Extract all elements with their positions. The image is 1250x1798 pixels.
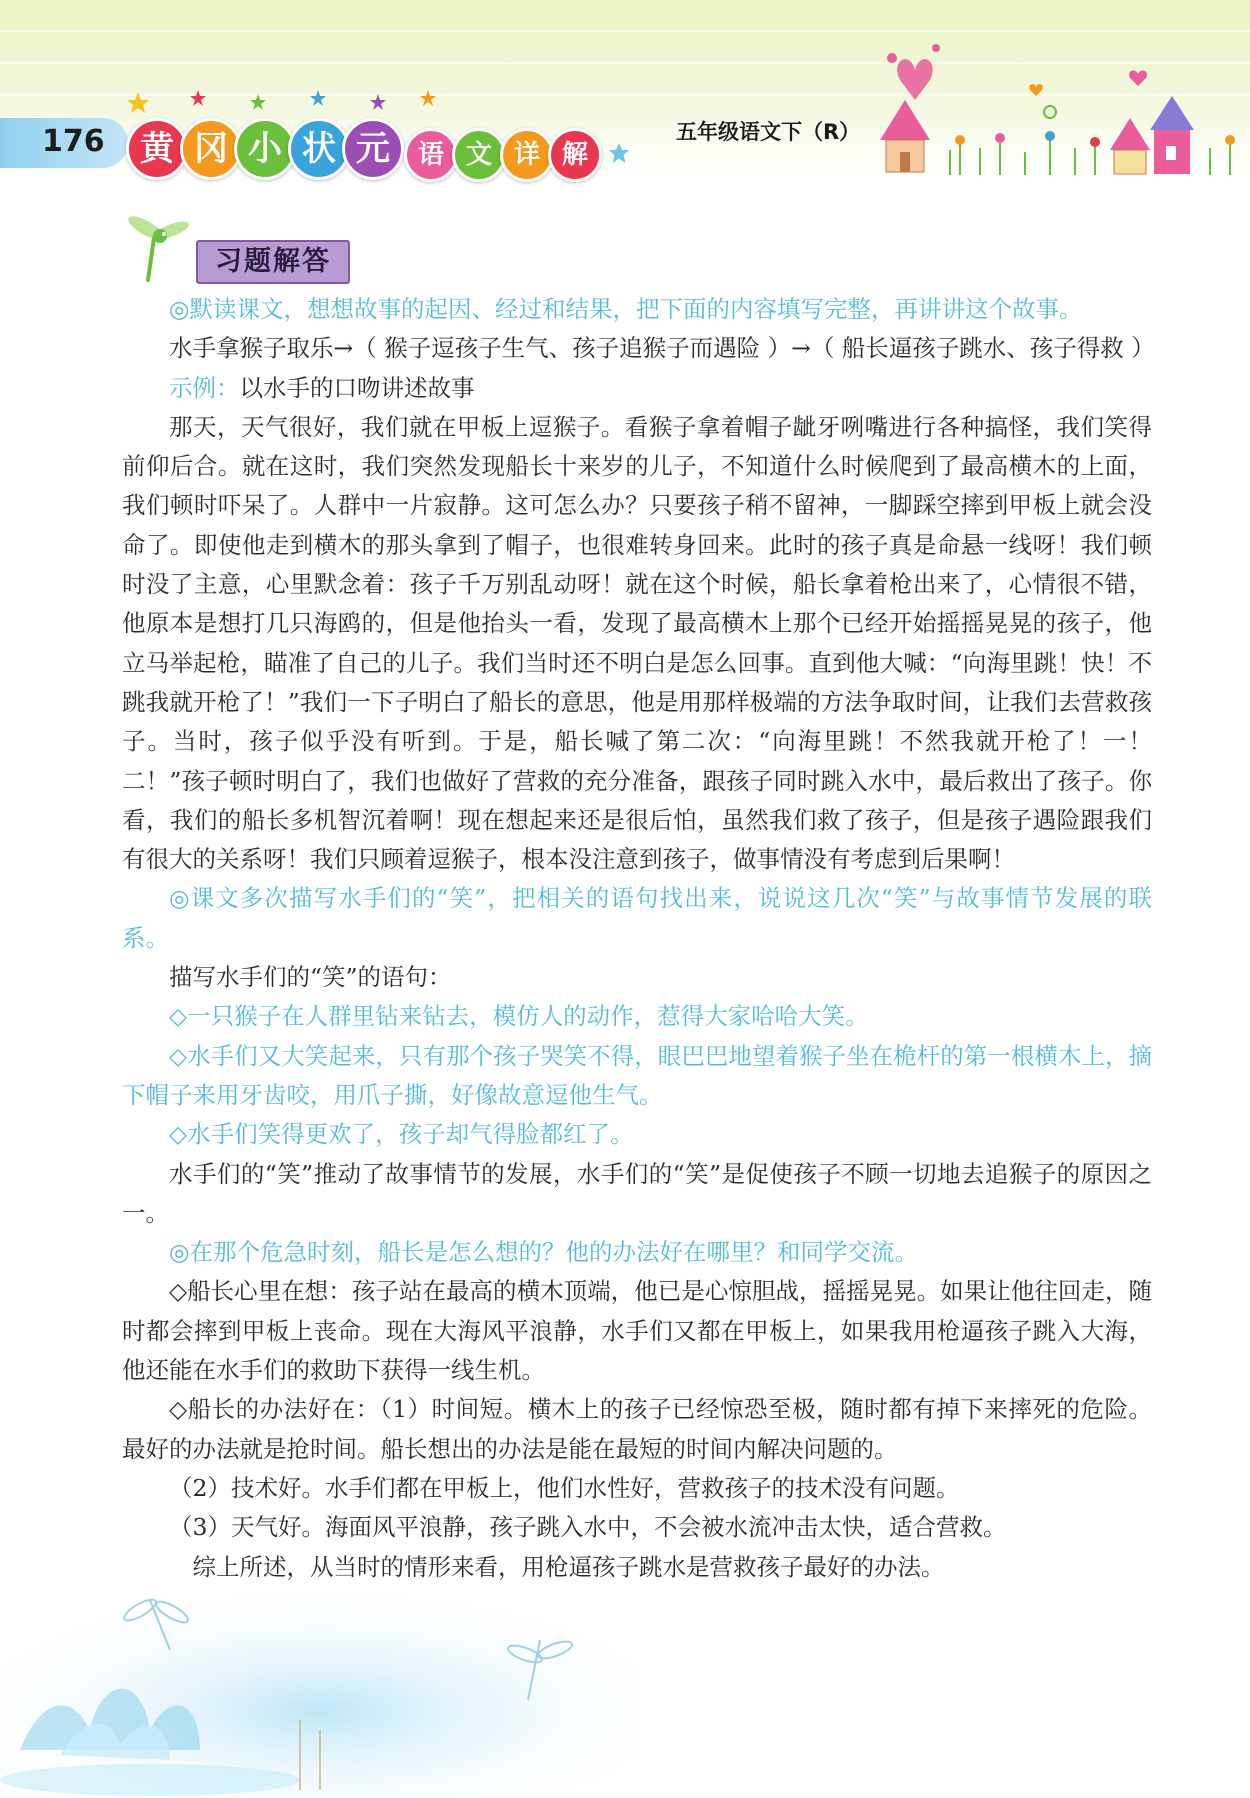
brand-char: 冈 [180, 118, 242, 180]
houses-flowers-decoration [850, 30, 1250, 180]
question-1: ◎默读课文，想想故事的起因、经过和结果，把下面的内容填写完整，再讲讲这个故事。 [169, 295, 1083, 323]
answer-3-thinking: ◇船长心里在想：孩子站在最高的横木顶端，他已是心惊胆战，摇摇晃晃。如果让他往回走，随时都会摔到甲板上丧命。现在大海风平浪静，水手们又都在甲板上，如果我用枪逼孩子跳入大海，他还能在水手们的救助下获得一线生机。 [122, 1277, 1152, 1385]
grade-label: 五年级语文下（R） [676, 120, 861, 144]
brand-sub-char: 文 [452, 128, 506, 182]
question-2: ◎课文多次描写水手们的“笑”，把相关的语句找出来，说说这几次“笑”与故事情节发展的联系。 [122, 884, 1152, 952]
answer-3-point-3: （3）天气好。海面风平浪静，孩子跳入水中，不会被水流冲击太快，适合营救。 [169, 1513, 1007, 1542]
example-label: 示例： [169, 373, 240, 402]
brand-char: 小 [234, 118, 296, 180]
question-2-lead: 描写水手们的“笑”的语句： [169, 963, 452, 992]
brand-char: 元 [342, 118, 404, 180]
example-intro: 以水手的口吻讲述故事 [239, 373, 475, 402]
answer-3-summary: 综上所述，从当时的情形来看，用枪逼孩子跳水是营救孩子最好的办法。 [192, 1552, 945, 1581]
story-text: 那天，天气很好，我们就在甲板上逗猴子。看猴子拿着帽子龇牙咧嘴进行各种搞怪，我们笑得前仰后合。就在这时，我们突然发现船长十来岁的儿子，不知道什么时候爬到了最高横木的上面，我们顿时吓呆了。人群中一片寂静。这可怎么办？只要孩子稍不留神，一脚踩空摔到甲板上就会没命了。即使他走到横木的那头拿到了帽子，也很难转身回来。此时的孩子真是命悬一线呀！我们顿时没了主意，心里默念着：孩子千万别乱动呀！就在这个时候，船长拿着枪出来了，心情很不错，他原本是想打几只海鸥的，但是他抬头一看，发现了最高横木上那个已经开始摇摇晃晃的孩子，他立马举起枪，瞄准了自己的儿子。我们当时还不明白是怎么回事。直到他大喊：“向海里跳！快！不跳我就开枪了！”我们一下子明白了船长的意思，他是用那样极端的方法争取时间，让我们去营救孩子。当时，孩子似乎没有听到。于是，船长喊了第二次：“向海里跳！不然我就开枪了！一！二！”孩子顿时明白了，我们也做好了营救的充分准备，跟孩子同时跳入水中，最后救出了孩子。你看，我们的船长多机智沉着啊！现在想起来还是很后怕，虽然我们救了孩子，但是孩子遇险跟我们有很大的关系呀！我们只顾着逗猴子，根本没注意到孩子，做事情没有考虑到后果啊！ [122, 412, 1152, 874]
dragonfly-icon [124, 208, 204, 286]
star-icon [608, 142, 630, 164]
page-number: 176 [42, 124, 105, 159]
laugh-sentence: ◇一只猴子在人群里钻来钻去，模仿人的动作，惹得大家哈哈大笑。 [169, 1002, 869, 1031]
brand-sub-char: 解 [548, 128, 602, 182]
answer-content [122, 290, 1155, 1587]
section-title: 习题解答 [196, 240, 350, 284]
lotus-decoration [0, 1580, 640, 1798]
answer-1: 水手拿猴子取乐→（ 猴子逗孩子生气、孩子追猴子而遇险 ）→（ 船长逼孩子跳水、孩子得救 ） [169, 334, 1155, 363]
laugh-sentence: ◇水手们笑得更欢了，孩子却气得脸都红了。 [169, 1120, 634, 1149]
brand-sub-char: 语 [404, 128, 458, 182]
answer-3-advantages: ◇船长的办法好在：（1）时间短。横木上的孩子已经惊恐至极，随时都有掉下来摔死的危险。最好的办法就是抢时间。船长想出的办法是能在最短的时间内解决问题的。 [122, 1395, 1152, 1463]
laugh-sentence: ◇水手们又大笑起来，只有那个孩子哭笑不得，眼巴巴地望着猴子坐在桅杆的第一根横木上，摘下帽子来用牙齿咬，用爪子撕，好像故意逗他生气。 [122, 1041, 1152, 1109]
question-2-conclusion: 水手们的“笑”推动了故事情节的发展，水手们的“笑”是促使孩子不顾一切地去追猴子的原因之一。 [122, 1159, 1152, 1227]
question-3: ◎在那个危急时刻，船长是怎么想的？他的办法好在哪里？和同学交流。 [169, 1238, 919, 1267]
brand-char: 状 [288, 118, 350, 180]
example-heading [122, 369, 1152, 408]
brand-logo [126, 96, 596, 186]
brand-char: 黄 [126, 118, 188, 180]
section-header [124, 208, 354, 286]
brand-sub-char: 详 [500, 128, 554, 182]
answer-3-point-2: （2）技术好。水手们都在甲板上，他们水性好，营救孩子的技术没有问题。 [169, 1473, 960, 1502]
